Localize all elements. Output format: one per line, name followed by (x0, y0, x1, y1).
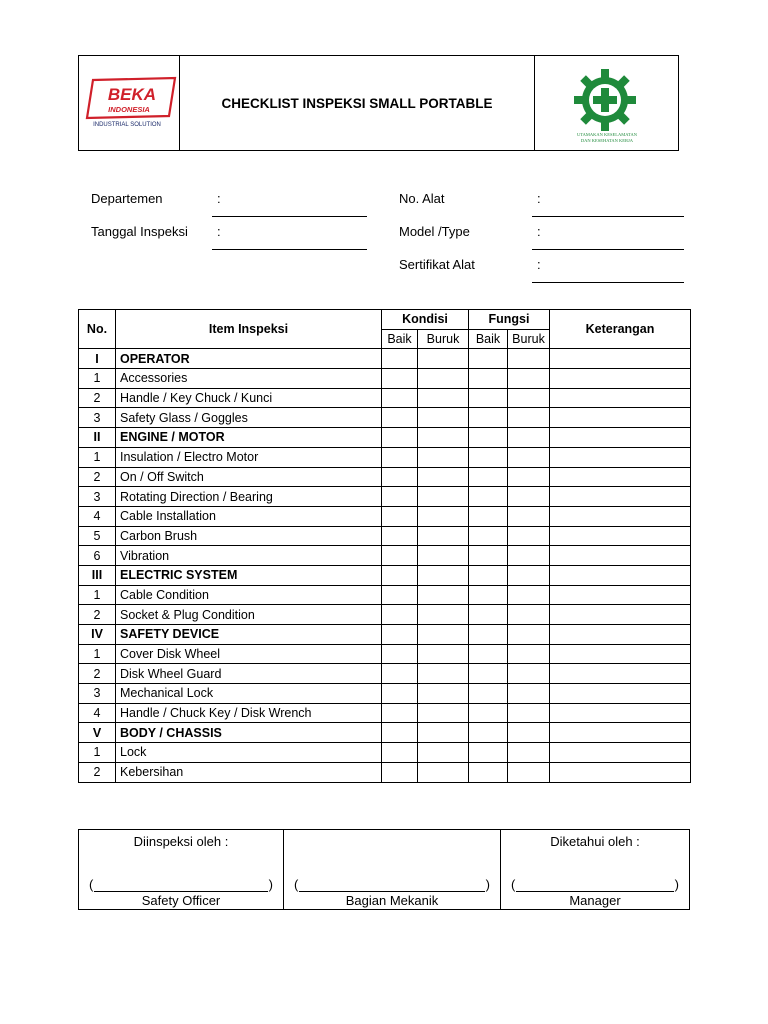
sertifikat-colon: : (537, 257, 541, 272)
fungsi-baik-cell[interactable] (469, 644, 508, 664)
keterangan-cell[interactable] (550, 684, 691, 704)
header-item: Item Inspeksi (116, 310, 382, 349)
row-number: 6 (79, 546, 116, 566)
fungsi-buruk-cell[interactable] (508, 605, 550, 625)
kondisi-baik-cell[interactable] (382, 762, 418, 782)
keterangan-cell[interactable] (550, 585, 691, 605)
kondisi-baik-cell[interactable] (382, 684, 418, 704)
fungsi-baik-cell[interactable] (469, 506, 508, 526)
section-row (79, 625, 691, 645)
fungsi-buruk-cell[interactable] (508, 664, 550, 684)
kondisi-buruk-cell[interactable] (418, 664, 469, 684)
keterangan-cell[interactable] (550, 388, 691, 408)
beka-logo-icon (79, 56, 179, 152)
row-item: Kebersihan (116, 762, 382, 782)
keterangan-cell[interactable] (550, 349, 691, 369)
signature-block (78, 829, 690, 910)
kondisi-baik-cell[interactable] (382, 585, 418, 605)
keterangan-cell[interactable] (550, 447, 691, 467)
fungsi-baik-cell[interactable] (469, 585, 508, 605)
row-item: Cable Condition (116, 585, 382, 605)
fungsi-buruk-cell[interactable] (508, 644, 550, 664)
keterangan-cell[interactable] (550, 506, 691, 526)
row-item: Insulation / Electro Motor (116, 447, 382, 467)
keterangan-cell[interactable] (550, 644, 691, 664)
fungsi-baik-cell[interactable] (469, 625, 508, 645)
table-row (79, 762, 691, 782)
k3-logo (534, 56, 678, 150)
fungsi-buruk-cell[interactable] (508, 703, 550, 723)
departemen-label: Departemen (91, 191, 163, 206)
table-row (79, 605, 691, 625)
table-row (79, 467, 691, 487)
acknowledged-by-label: Diketahui oleh : (550, 834, 640, 849)
keterangan-cell[interactable] (550, 526, 691, 546)
departemen-colon: : (217, 191, 221, 206)
row-number: IV (79, 625, 116, 645)
table-row (79, 408, 691, 428)
row-item: Handle / Chuck Key / Disk Wrench (116, 703, 382, 723)
fungsi-buruk-cell[interactable] (508, 487, 550, 507)
kondisi-baik-cell[interactable] (382, 625, 418, 645)
fungsi-baik-cell[interactable] (469, 369, 508, 389)
row-number: II (79, 428, 116, 448)
fungsi-baik-cell[interactable] (469, 684, 508, 704)
row-item: Mechanical Lock (116, 684, 382, 704)
fungsi-baik-cell[interactable] (469, 703, 508, 723)
kondisi-buruk-cell[interactable] (418, 447, 469, 467)
sertifikat-label: Sertifikat Alat (399, 257, 475, 272)
row-item: Rotating Direction / Bearing (116, 487, 382, 507)
model-colon: : (537, 224, 541, 239)
fungsi-buruk-cell[interactable] (508, 428, 550, 448)
row-item: Safety Glass / Goggles (116, 408, 382, 428)
keterangan-cell[interactable] (550, 625, 691, 645)
table-row (79, 703, 691, 723)
row-number: 1 (79, 644, 116, 664)
keterangan-cell[interactable] (550, 565, 691, 585)
fungsi-buruk-cell[interactable] (508, 684, 550, 704)
k3-caption-2: DAN KESEHATAN KERJA (580, 138, 634, 143)
row-number: 2 (79, 467, 116, 487)
keterangan-cell[interactable] (550, 467, 691, 487)
kondisi-buruk-cell[interactable] (418, 467, 469, 487)
kondisi-buruk-cell[interactable] (418, 526, 469, 546)
table-row (79, 644, 691, 664)
row-number: 5 (79, 526, 116, 546)
keterangan-cell[interactable] (550, 408, 691, 428)
row-item: Carbon Brush (116, 526, 382, 546)
departemen-field[interactable] (212, 216, 367, 217)
role-safety-officer: Safety Officer (141, 893, 221, 908)
row-item: ENGINE / MOTOR (116, 428, 382, 448)
kondisi-baik-cell[interactable] (382, 526, 418, 546)
row-number: I (79, 349, 116, 369)
fungsi-baik-cell[interactable] (469, 743, 508, 763)
fungsi-buruk-cell[interactable] (508, 447, 550, 467)
row-number: 2 (79, 664, 116, 684)
fungsi-baik-cell[interactable] (469, 467, 508, 487)
kondisi-buruk-cell[interactable] (418, 703, 469, 723)
row-number: 1 (79, 369, 116, 389)
keterangan-cell[interactable] (550, 487, 691, 507)
fungsi-buruk-cell[interactable] (508, 526, 550, 546)
kondisi-buruk-cell[interactable] (418, 743, 469, 763)
kondisi-buruk-cell[interactable] (418, 428, 469, 448)
fungsi-baik-cell[interactable] (469, 762, 508, 782)
table-row (79, 743, 691, 763)
table-row (79, 369, 691, 389)
row-item: Accessories (116, 369, 382, 389)
row-number: 1 (79, 447, 116, 467)
header-fungsi-baik: Baik (469, 329, 508, 349)
kondisi-baik-cell[interactable] (382, 487, 418, 507)
keterangan-cell[interactable] (550, 664, 691, 684)
fungsi-buruk-cell[interactable] (508, 743, 550, 763)
kondisi-baik-cell[interactable] (382, 506, 418, 526)
tanggal-colon: : (217, 224, 221, 239)
header-keterangan: Keterangan (550, 310, 691, 349)
section-row (79, 428, 691, 448)
keterangan-cell[interactable] (550, 723, 691, 743)
signature-line[interactable]: ( ) (511, 877, 679, 892)
fungsi-buruk-cell[interactable] (508, 565, 550, 585)
table-row (79, 506, 691, 526)
fungsi-baik-cell[interactable] (469, 723, 508, 743)
fungsi-buruk-cell[interactable] (508, 349, 550, 369)
row-item: Cover Disk Wheel (116, 644, 382, 664)
fungsi-buruk-cell[interactable] (508, 408, 550, 428)
row-number: 2 (79, 605, 116, 625)
row-number: 1 (79, 743, 116, 763)
fungsi-baik-cell[interactable] (469, 546, 508, 566)
inspected-by-label: Diinspeksi oleh : (133, 834, 229, 849)
kondisi-baik-cell[interactable] (382, 743, 418, 763)
fungsi-buruk-cell[interactable] (508, 546, 550, 566)
no-alat-field[interactable] (532, 216, 684, 217)
keterangan-cell[interactable] (550, 428, 691, 448)
no-alat-colon: : (537, 191, 541, 206)
role-bagian-mekanik: Bagian Mekanik (345, 893, 439, 908)
header-kondisi-baik: Baik (382, 329, 418, 349)
kondisi-baik-cell[interactable] (382, 546, 418, 566)
row-item: Disk Wheel Guard (116, 664, 382, 684)
fungsi-buruk-cell[interactable] (508, 762, 550, 782)
row-item: Handle / Key Chuck / Kunci (116, 388, 382, 408)
table-row (79, 487, 691, 507)
kondisi-baik-cell[interactable] (382, 605, 418, 625)
signature-manager (500, 830, 689, 909)
fungsi-buruk-cell[interactable] (508, 625, 550, 645)
role-manager: Manager (569, 893, 621, 908)
fungsi-baik-cell[interactable] (469, 408, 508, 428)
kondisi-buruk-cell[interactable] (418, 585, 469, 605)
table-row (79, 585, 691, 605)
kondisi-baik-cell[interactable] (382, 703, 418, 723)
document-title: CHECKLIST INSPEKSI SMALL PORTABLE (221, 95, 493, 111)
kondisi-buruk-cell[interactable] (418, 625, 469, 645)
k3-gear-cross-icon (535, 56, 678, 152)
keterangan-cell[interactable] (550, 369, 691, 389)
header-no: No. (79, 310, 116, 349)
row-item: On / Off Switch (116, 467, 382, 487)
table-row (79, 546, 691, 566)
keterangan-cell[interactable] (550, 743, 691, 763)
table-row (79, 447, 691, 467)
row-item: Lock (116, 743, 382, 763)
row-item: BODY / CHASSIS (116, 723, 382, 743)
kondisi-buruk-cell[interactable] (418, 506, 469, 526)
kondisi-buruk-cell[interactable] (418, 388, 469, 408)
kondisi-baik-cell[interactable] (382, 447, 418, 467)
k3-caption-1: UTAMAKAN KESELAMATAN (577, 132, 637, 137)
row-number: 1 (79, 585, 116, 605)
kondisi-buruk-cell[interactable] (418, 369, 469, 389)
inspection-table (78, 309, 691, 783)
section-row (79, 565, 691, 585)
kondisi-baik-cell[interactable] (382, 723, 418, 743)
fungsi-baik-cell[interactable] (469, 526, 508, 546)
fungsi-buruk-cell[interactable] (508, 467, 550, 487)
fungsi-buruk-cell[interactable] (508, 388, 550, 408)
header-kondisi: Kondisi (382, 310, 469, 330)
kondisi-buruk-cell[interactable] (418, 605, 469, 625)
fungsi-baik-cell[interactable] (469, 388, 508, 408)
kondisi-baik-cell[interactable] (382, 664, 418, 684)
tanggal-label: Tanggal Inspeksi (91, 224, 188, 239)
kondisi-baik-cell[interactable] (382, 565, 418, 585)
table-row (79, 388, 691, 408)
row-number: III (79, 565, 116, 585)
row-item: Cable Installation (116, 506, 382, 526)
keterangan-cell[interactable] (550, 605, 691, 625)
keterangan-cell[interactable] (550, 762, 691, 782)
fungsi-baik-cell[interactable] (469, 349, 508, 369)
kondisi-baik-cell[interactable] (382, 428, 418, 448)
fungsi-buruk-cell[interactable] (508, 369, 550, 389)
kondisi-buruk-cell[interactable] (418, 408, 469, 428)
kondisi-baik-cell[interactable] (382, 467, 418, 487)
fungsi-baik-cell[interactable] (469, 428, 508, 448)
signature-safety-officer (79, 830, 283, 909)
table-row (79, 664, 691, 684)
fungsi-baik-cell[interactable] (469, 605, 508, 625)
no-alat-label: No. Alat (399, 191, 445, 206)
kondisi-baik-cell[interactable] (382, 408, 418, 428)
logo-text: BEKA (107, 85, 157, 104)
fungsi-baik-cell[interactable] (469, 565, 508, 585)
kondisi-buruk-cell[interactable] (418, 762, 469, 782)
kondisi-buruk-cell[interactable] (418, 565, 469, 585)
signature-bagian-mekanik (283, 830, 500, 909)
kondisi-baik-cell[interactable] (382, 349, 418, 369)
keterangan-cell[interactable] (550, 703, 691, 723)
row-number: 2 (79, 388, 116, 408)
kondisi-buruk-cell[interactable] (418, 546, 469, 566)
signature-line[interactable]: ( ) (294, 877, 490, 892)
fungsi-buruk-cell[interactable] (508, 723, 550, 743)
fungsi-baik-cell[interactable] (469, 487, 508, 507)
row-item: ELECTRIC SYSTEM (116, 565, 382, 585)
logo-sub: INDONESIA (108, 105, 150, 114)
sertifikat-field[interactable] (532, 282, 684, 283)
row-number: 3 (79, 487, 116, 507)
header-fungsi: Fungsi (469, 310, 550, 330)
kondisi-buruk-cell[interactable] (418, 349, 469, 369)
row-item: Vibration (116, 546, 382, 566)
keterangan-cell[interactable] (550, 546, 691, 566)
kondisi-baik-cell[interactable] (382, 388, 418, 408)
kondisi-buruk-cell[interactable] (418, 487, 469, 507)
row-number: 2 (79, 762, 116, 782)
header-fungsi-buruk: Buruk (508, 329, 550, 349)
kondisi-buruk-cell[interactable] (418, 723, 469, 743)
section-row (79, 723, 691, 743)
row-number: 3 (79, 684, 116, 704)
row-number: 4 (79, 506, 116, 526)
tanggal-field[interactable] (212, 249, 367, 250)
header-kondisi-buruk: Buruk (418, 329, 469, 349)
logo-tagline: INDUSTRIAL SOLUTION (93, 122, 161, 128)
document-header (78, 55, 679, 151)
fungsi-buruk-cell[interactable] (508, 585, 550, 605)
kondisi-baik-cell[interactable] (382, 369, 418, 389)
table-row (79, 684, 691, 704)
model-label: Model /Type (399, 224, 470, 239)
row-item: Socket & Plug Condition (116, 605, 382, 625)
fungsi-baik-cell[interactable] (469, 447, 508, 467)
inspection-table-body (79, 349, 691, 782)
fungsi-baik-cell[interactable] (469, 664, 508, 684)
row-number: V (79, 723, 116, 743)
section-row (79, 349, 691, 369)
fungsi-buruk-cell[interactable] (508, 506, 550, 526)
table-row (79, 526, 691, 546)
row-item: SAFETY DEVICE (116, 625, 382, 645)
row-item: OPERATOR (116, 349, 382, 369)
row-number: 4 (79, 703, 116, 723)
kondisi-baik-cell[interactable] (382, 644, 418, 664)
kondisi-buruk-cell[interactable] (418, 644, 469, 664)
company-logo (79, 56, 180, 150)
model-field[interactable] (532, 249, 684, 250)
row-number: 3 (79, 408, 116, 428)
signature-line[interactable]: ( ) (89, 877, 273, 892)
kondisi-buruk-cell[interactable] (418, 684, 469, 704)
